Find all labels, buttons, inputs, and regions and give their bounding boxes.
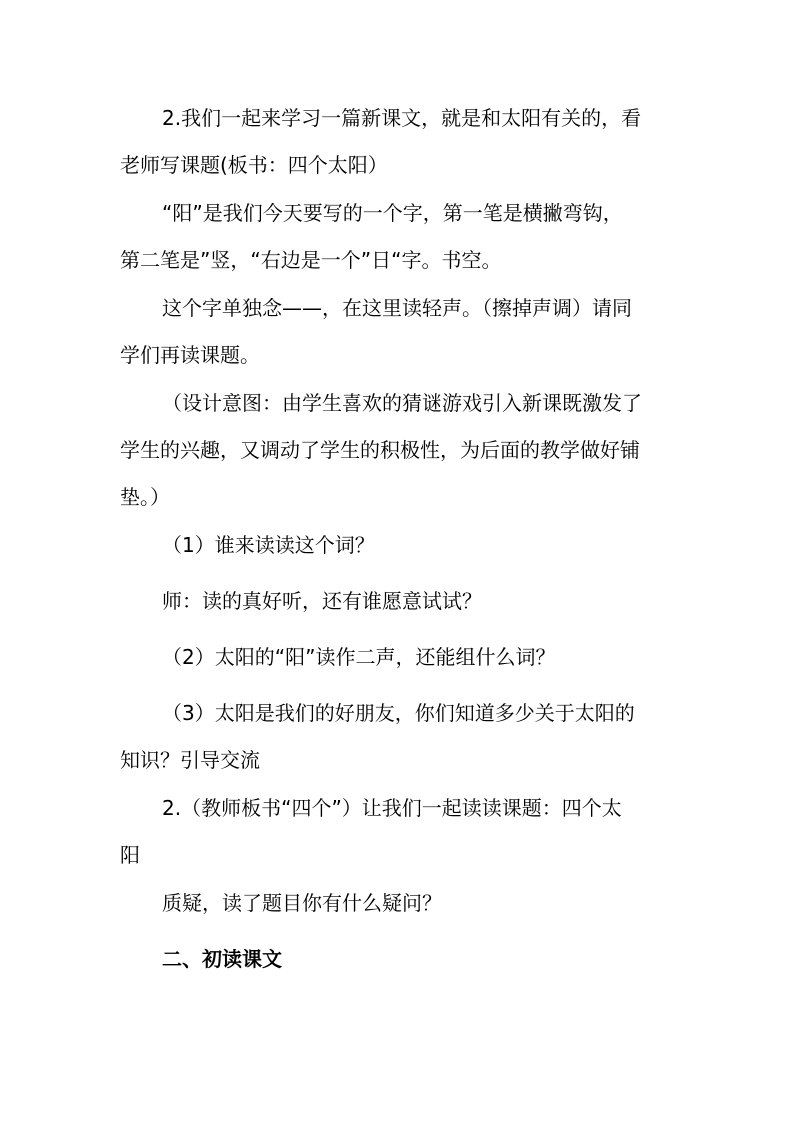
text-line: 2.（教师板书“四个”）让我们一起读读课题：四个太 [162,796,622,820]
paragraph-question-1 [120,522,680,569]
paragraph-board-title [120,785,680,879]
paragraph-design-intent [120,380,680,521]
text-line: 质疑，读了题目你有什么疑问？ [162,891,442,915]
heading-text: 二、初读课文 [162,947,282,971]
text-line: 第二笔是”竖，“右边是一个”日“字。书空。 [120,248,502,272]
text-line: 知识？引导交流 [120,748,260,772]
text-line: 学生的兴趣，又调动了学生的积极性，为后面的教学做好铺 [120,438,640,462]
text-line: 师：读的真好听，还有谁愿意试试？ [162,589,482,613]
text-line: 学们再读课题。 [120,343,260,367]
paragraph-stroke-order [120,190,680,284]
section-heading-first-reading [120,936,680,983]
paragraph-teacher-remark [120,578,680,625]
text-line: 垫。） [120,485,170,509]
paragraph-questioning [120,880,680,927]
paragraph-light-tone [120,285,680,379]
text-line: “阳”是我们今天要写的一个字，第一笔是横撇弯钩， [162,201,623,225]
text-line: 这个字单独念——，在这里读轻声。（擦掉声调）请同 [162,296,632,320]
text-line: 阳 [120,843,140,867]
text-line: 2.我们一起来学习一篇新课文，就是和太阳有关的，看 [162,106,642,130]
text-line: 老师写课题(板书：四个太阳） [120,153,388,177]
text-line: （2）太阳的“阳”读作二声，还能组什么词？ [162,645,556,669]
paragraph-question-3 [120,690,680,784]
text-line: （1）谁来读读这个词？ [162,533,375,557]
paragraph-lesson-intro [120,95,680,189]
text-line: （设计意图：由学生喜欢的猜谜游戏引入新课既激发了 [162,391,642,415]
paragraph-question-2 [120,634,680,681]
text-line: （3）太阳是我们的好朋友，你们知道多少关于太阳的 [162,701,635,725]
